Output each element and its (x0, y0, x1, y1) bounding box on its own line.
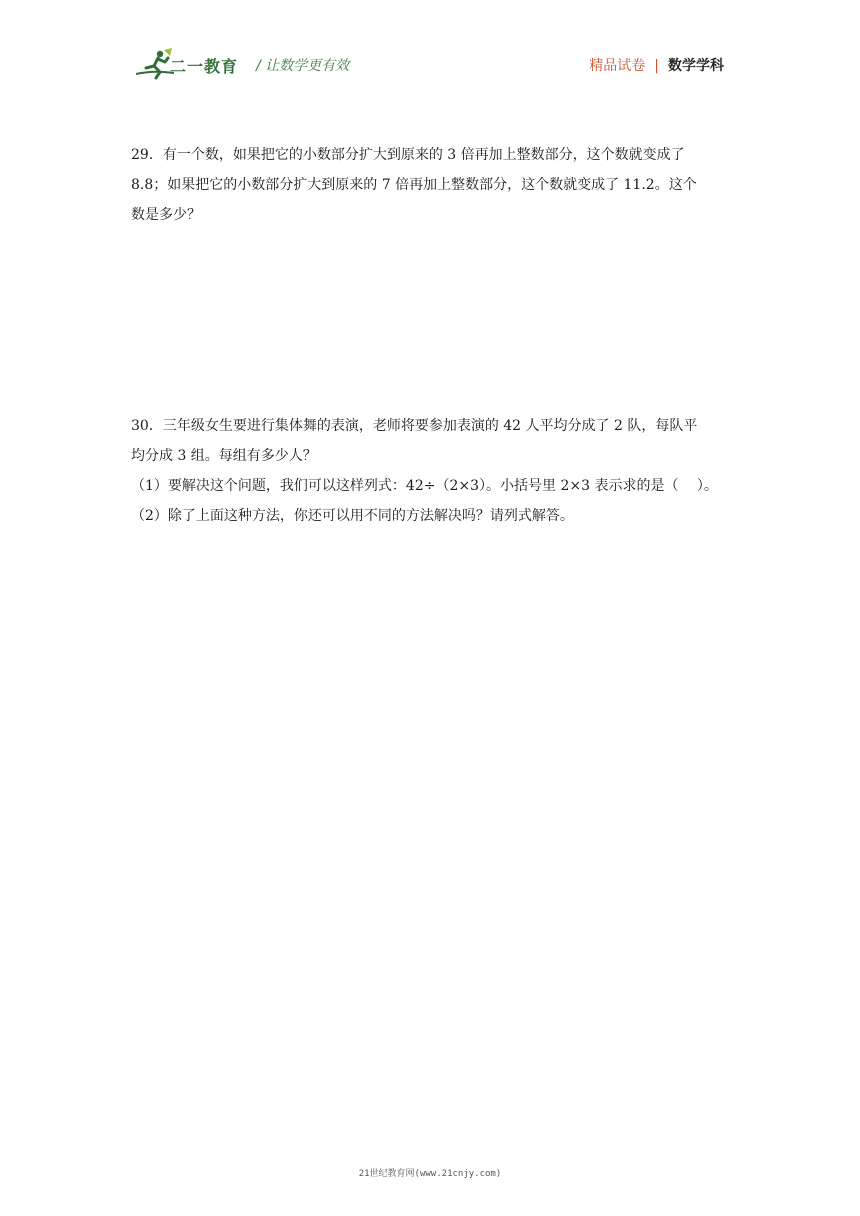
sub-question-2: （2）除了上面这种方法，你还可以用不同的方法解决吗？请列式解答。 (131, 508, 574, 524)
tag-premium: 精品试卷 (589, 58, 646, 74)
slogan: / 让数学更有效 (256, 58, 350, 74)
tag-separator: | (654, 58, 659, 74)
sub-question-1: （1）要解决这个问题，我们可以这样列式：42÷（2×3）。小括号里 2×3 表示求的是（ ）。 (131, 478, 718, 494)
question-line: 30．三年级女生要进行集体舞的表演，老师将要参加表演的 42 人平均分成了 2 队，每队平 (131, 418, 698, 434)
brand-name: 二一教育 (170, 57, 239, 76)
question-30 (131, 411, 731, 531)
question-line: 均分成 3 组。每组有多少人？ (131, 448, 317, 464)
question-line: 8.8；如果把它的小数部分扩大到原来的 7 倍再加上整数部分，这个数就变成了 11.2。这个 (131, 177, 697, 193)
tag-subject: 数学学科 (668, 58, 724, 74)
header-tags (589, 55, 724, 75)
page-header (0, 0, 860, 90)
question-line: 29．有一个数，如果把它的小数部分扩大到原来的 3 倍再加上整数部分，这个数就变成了 (131, 147, 685, 163)
page-footer: 21世纪教育网(www.21cnjy.com) (358, 1169, 502, 1179)
question-29 (131, 140, 731, 230)
question-line: 数是多少？ (131, 207, 201, 223)
